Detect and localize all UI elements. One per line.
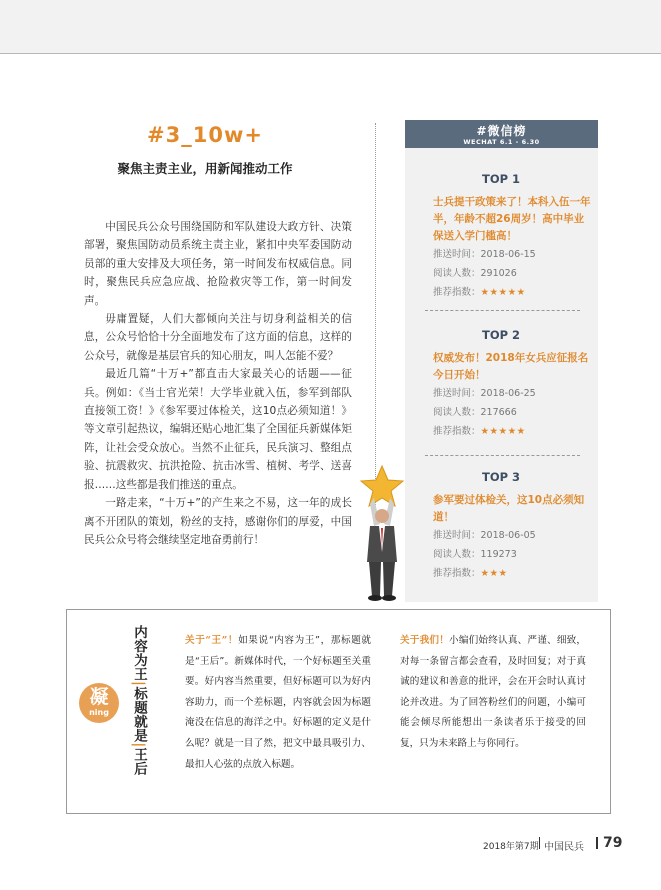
entry-title: 参军要过体检关，这10点必须知道！ (433, 494, 585, 523)
issue-number: 2018年第7期 (483, 842, 539, 852)
info-column-1 (185, 631, 371, 775)
wechat-panel-subtitle: WECHAT 6.1 - 6.30 (463, 138, 540, 146)
body-paragraph: 最近几篇“十万+”都直击大家最关心的话题——征兵。例如：《当士官光荣！大学毕业就入伍，参军到部队直接领工资！》《参军要过体检关，这10点必须知道！》等文章引起热议，编辑还贴心地汇集了全国征兵新媒体矩阵，让社会受众放心。当然不止征兵，民兵演习、整组点验、抗震救灾、抗洪抢险、抗击冰雪、植树、考学、送喜报……这些都是我们推送的重点。 (84, 368, 352, 491)
entry-date: 推送时间：2018-06-05 (433, 530, 536, 541)
body-paragraph: 一路走来，“十万+”的产生来之不易，这一年的成长离不开团队的策划，粉丝的支持，感谢你们的厚爱，中国民兵公众号将会继续坚定地奋勇前行！ (84, 497, 352, 546)
footer-divider (539, 837, 540, 849)
vertical-title-part: 王后 (131, 747, 147, 776)
rank-label: TOP 1 (481, 172, 521, 186)
info-column-2 (400, 631, 586, 755)
magazine-name: 中国民兵 (544, 842, 584, 853)
star-rating-icon: ★★★ (480, 568, 508, 579)
star-rating-icon: ★★★★★ (480, 287, 526, 298)
vertical-title (129, 625, 149, 776)
article-body (84, 218, 352, 549)
section-subtitle: 聚焦主责主业，用新闻推动工作 (117, 161, 293, 176)
rank-label: TOP 3 (481, 470, 521, 484)
entry-rating (433, 422, 593, 441)
column-text: 小编们始终认真、严谨、细致，对每一条留言都会查看，及时回复；对于真诚的建议和善意的批评，会在开会时认真讨论并改进。为了回答粉丝们的问题，小编可能会倾尽所能想出一条读者乐于接受的回复，只为未来路上与你同行。 (400, 635, 587, 749)
rank-label: TOP 2 (481, 328, 521, 342)
entry-title: 士兵提干政策来了！本科入伍一年半，年龄不超26周岁！高中毕业保送入学门槛高！ (433, 196, 591, 242)
body-paragraph: 中国民兵公众号围绕国防和军队建设大政方针、决策部署，聚焦国防动员系统主责主业，紧扣中央军委国防动员部的重大安排及大项任务，第一时间发布权威信息。同时，聚焦民兵应急应战、抢险救灾等工作，第一时间发声。 (84, 221, 352, 307)
column-text: 如果说“内容为王”，那标题就是“王后”。新媒体时代，一个好标题至关重要。好内容当然重要，但好标题可以为好内容助力，而一个差标题，内容就会因为标题淹没在信息的海洋之中。好标题的定义是什么呢？就是一目了然，把文中最具吸引力、最扣人心弦的点放入标题。 (185, 635, 371, 770)
vertical-title-part: 标题就是 (131, 686, 147, 743)
top-band (0, 0, 661, 54)
entry-date: 推送时间：2018-06-15 (433, 249, 536, 260)
rating-label: 推荐指数： (433, 426, 481, 437)
info-box (66, 609, 611, 814)
wechat-panel-title: #微信榜 (476, 124, 527, 138)
ranking-entry-1 (433, 172, 593, 302)
entry-title: 权威发布！2018年女兵应征报名今日开始！ (433, 352, 589, 381)
entry-rating (433, 283, 593, 302)
entry-separator (425, 310, 580, 311)
entry-reads: 阅读人数：217666 (433, 407, 517, 418)
footer-divider (596, 837, 598, 849)
ning-badge (79, 683, 119, 723)
ranking-entry-2 (433, 328, 593, 441)
businessman-holding-star-illustration (352, 464, 412, 604)
ning-badge-character: 凝 (89, 686, 109, 708)
rating-label: 推荐指数： (433, 568, 481, 579)
column-label: 关于“王”！ (185, 635, 239, 646)
page-footer (469, 836, 629, 852)
gold-star-icon (361, 466, 403, 506)
body-paragraph: 毋庸置疑，人们大都倾向关注与切身利益相关的信息，公众号恰恰十分全面地发布了这方面的信息，这样的公众号，就像是基层官兵的知心朋友，叫人怎能不爱？ (84, 313, 352, 362)
entry-separator (425, 455, 580, 456)
title-divider-bar-icon: | (131, 742, 147, 748)
vertical-title-part: 内容为王 (131, 625, 147, 681)
column-label: 关于我们！ (400, 635, 450, 646)
wechat-ranking-panel (405, 120, 598, 602)
title-divider-bar-icon: | (131, 681, 147, 687)
entry-date: 推送时间：2018-06-25 (433, 388, 536, 399)
rating-label: 推荐指数： (433, 287, 481, 298)
entry-rating (433, 564, 593, 583)
wechat-panel-header (405, 120, 598, 148)
page-number: 79 (603, 835, 623, 851)
ning-badge-pinyin: ning (89, 708, 109, 717)
entry-reads: 阅读人数：119273 (433, 549, 517, 560)
entry-reads: 阅读人数：291026 (433, 268, 517, 279)
section-heading: #3_10w+ (147, 123, 263, 147)
ranking-entry-3 (433, 470, 593, 583)
star-rating-icon: ★★★★★ (480, 426, 526, 437)
